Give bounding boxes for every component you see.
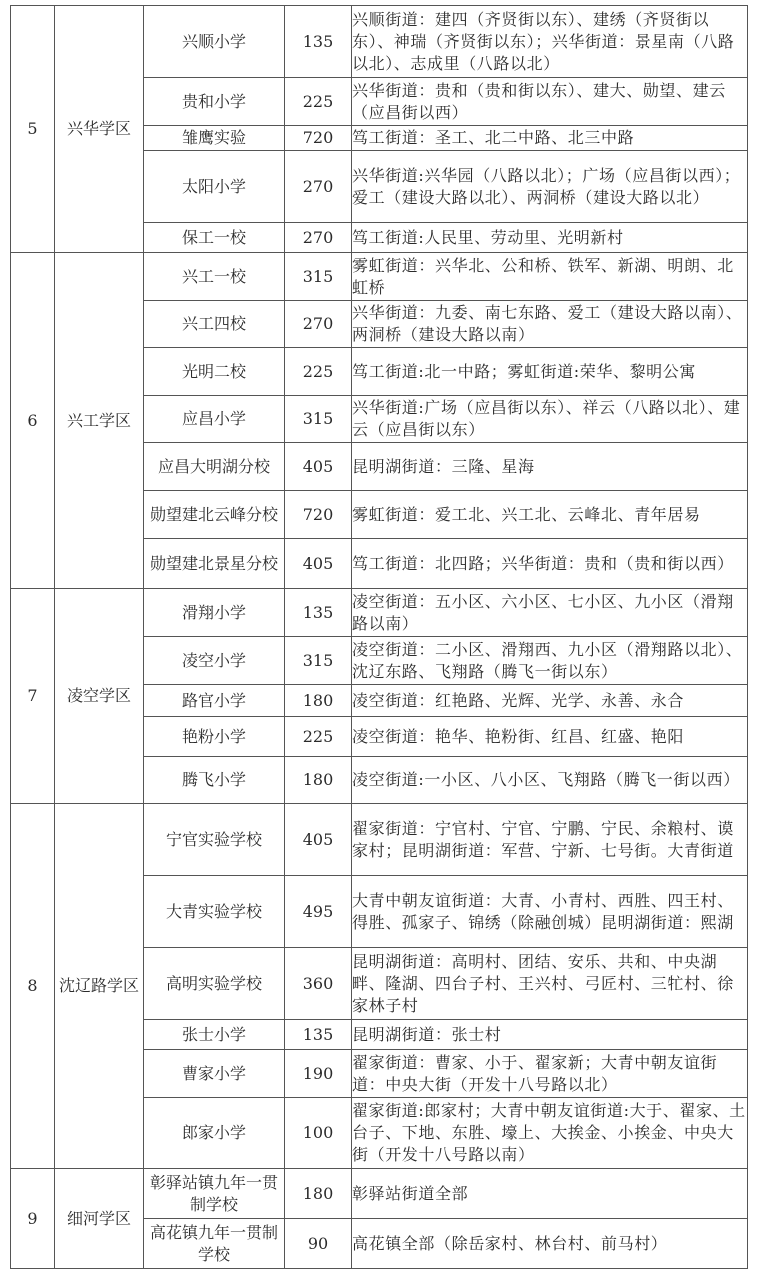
district-number: 5 [11,6,55,253]
school-name: 宁官实验学校 [144,804,285,876]
enrollment-quota: 315 [285,637,352,685]
table-row [11,6,748,78]
catchment-area: 兴华街道：贵和（贵和街以东）、建大、勋望、建云（应昌街以西） [352,78,748,126]
district-number: 7 [11,589,55,804]
catchment-area: 翟家街道:郎家村；大青中朝友谊街道:大于、翟家、土台子、下地、东胜、壕上、大挨金、小挨金、中央大街（开发十八号路以南） [352,1098,748,1169]
catchment-area: 雾虹街道：兴华北、公和桥、铁军、新湖、明朗、北虹桥 [352,253,748,301]
enrollment-quota: 225 [285,348,352,396]
school-name: 贵和小学 [144,78,285,126]
school-name: 滑翔小学 [144,589,285,637]
school-name: 高明实验学校 [144,948,285,1020]
catchment-area: 笃工街道：圣工、北二中路、北三中路 [352,126,748,151]
enrollment-quota: 190 [285,1050,352,1098]
catchment-area: 凌空街道：红艳路、光辉、光学、永善、永合 [352,685,748,717]
school-name: 郎家小学 [144,1098,285,1169]
catchment-area: 笃工街道:北一中路；雾虹街道:荣华、黎明公寓 [352,348,748,396]
table-row [11,253,748,301]
school-name: 大青实验学校 [144,876,285,948]
district-name: 沈辽路学区 [55,804,144,1169]
catchment-area: 凌空街道:一小区、八小区、飞翔路（腾飞一街以西） [352,757,748,804]
school-name: 勋望建北景星分校 [144,539,285,589]
catchment-area: 翟家街道：曹家、小于、翟家新；大青中朝友谊街道：中央大街（开发十八号路以北） [352,1050,748,1098]
enrollment-quota: 405 [285,539,352,589]
enrollment-quota: 135 [285,589,352,637]
catchment-area: 凌空街道：艳华、艳粉街、红昌、红盛、艳阳 [352,717,748,757]
catchment-area: 雾虹街道：爱工北、兴工北、云峰北、青年居易 [352,491,748,539]
school-name: 保工一校 [144,223,285,253]
catchment-area: 大青中朝友谊街道：大青、小青村、西胜、四王村、得胜、孤家子、锦绣（除融创城）昆明湖街道：熙湖 [352,876,748,948]
enrollment-quota: 720 [285,126,352,151]
enrollment-quota: 180 [285,1169,352,1219]
catchment-area: 兴华街道:广场（应昌街以东）、祥云（八路以北）、建云（应昌街以东） [352,396,748,443]
catchment-area: 高花镇全部（除岳家村、林台村、前马村） [352,1219,748,1269]
catchment-area: 翟家街道：宁官村、宁官、宁鹏、宁民、余粮村、谟家村；昆明湖街道：军营、宁新、七号街。大青街道 [352,804,748,876]
enrollment-quota: 270 [285,301,352,348]
enrollment-quota: 315 [285,396,352,443]
district-number: 9 [11,1169,55,1269]
enrollment-quota: 225 [285,78,352,126]
enrollment-quota: 720 [285,491,352,539]
table-row [11,1169,748,1219]
enrollment-quota: 360 [285,948,352,1020]
enrollment-quota: 225 [285,717,352,757]
school-name: 兴工四校 [144,301,285,348]
school-name: 太阳小学 [144,151,285,223]
catchment-area: 笃工街道：北四路；兴华街道：贵和（贵和街以西） [352,539,748,589]
school-name: 腾飞小学 [144,757,285,804]
district-name: 凌空学区 [55,589,144,804]
enrollment-quota: 495 [285,876,352,948]
school-name: 光明二校 [144,348,285,396]
catchment-area: 兴顺街道：建四（齐贤街以东）、建绣（齐贤街以东）、神瑞（齐贤街以东）；兴华街道：景星南（八路以北）、志成里（八路以北） [352,6,748,78]
enrollment-quota: 180 [285,685,352,717]
district-name: 兴工学区 [55,253,144,589]
catchment-area: 凌空街道：五小区、六小区、七小区、九小区（滑翔路以南） [352,589,748,637]
enrollment-quota: 270 [285,151,352,223]
enrollment-quota: 315 [285,253,352,301]
catchment-area: 笃工街道:人民里、劳动里、光明新村 [352,223,748,253]
school-name: 高花镇九年一贯制学校 [144,1219,285,1269]
school-name: 勋望建北云峰分校 [144,491,285,539]
table-row [11,804,748,876]
catchment-area: 昆明湖街道：高明村、团结、安乐、共和、中央湖畔、隆湖、四台子村、王兴村、弓匠村、三牤村、徐家林子村 [352,948,748,1020]
catchment-area: 昆明湖街道：张士村 [352,1020,748,1050]
catchment-area: 兴华街道：九委、南七东路、爱工（建设大路以南）、两洞桥（建设大路以南） [352,301,748,348]
school-name: 兴工一校 [144,253,285,301]
school-name: 应昌大明湖分校 [144,443,285,491]
school-name: 曹家小学 [144,1050,285,1098]
school-name: 路官小学 [144,685,285,717]
school-name: 兴顺小学 [144,6,285,78]
enrollment-quota: 100 [285,1098,352,1169]
enrollment-quota: 135 [285,6,352,78]
enrollment-quota: 405 [285,443,352,491]
school-name: 张士小学 [144,1020,285,1050]
catchment-area: 兴华街道:兴华园（八路以北）；广场（应昌街以西）；爱工（建设大路以北）、两洞桥（建设大路以北） [352,151,748,223]
school-name: 雏鹰实验 [144,126,285,151]
table-row [11,589,748,637]
district-number: 8 [11,804,55,1169]
school-name: 艳粉小学 [144,717,285,757]
school-name: 彰驿站镇九年一贯制学校 [144,1169,285,1219]
catchment-area: 彰驿站街道全部 [352,1169,748,1219]
school-name: 凌空小学 [144,637,285,685]
catchment-area: 昆明湖街道：三隆、星海 [352,443,748,491]
school-district-table [10,5,748,1269]
district-name: 兴华学区 [55,6,144,253]
district-name: 细河学区 [55,1169,144,1269]
catchment-area: 凌空街道：二小区、滑翔西、九小区（滑翔路以北）、沈辽东路、飞翔路（腾飞一街以东） [352,637,748,685]
enrollment-quota: 180 [285,757,352,804]
enrollment-quota: 90 [285,1219,352,1269]
enrollment-quota: 405 [285,804,352,876]
school-name: 应昌小学 [144,396,285,443]
district-number: 6 [11,253,55,589]
enrollment-quota: 270 [285,223,352,253]
enrollment-quota: 135 [285,1020,352,1050]
